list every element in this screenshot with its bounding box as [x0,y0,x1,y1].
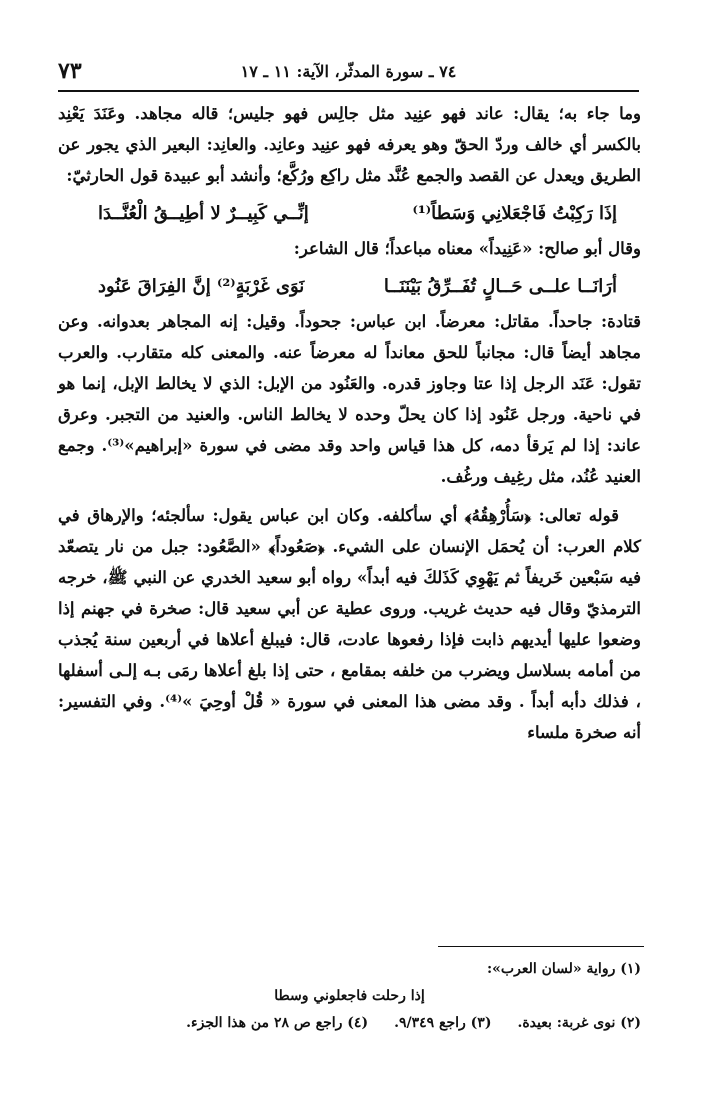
paragraph-1: وما جاء به؛ يقال: عاند فهو عنِيد مثل جالِس فهو جليس؛ قاله مجاهد. وعَنَدَ يَعْنِد بالكسر أي خالف وردّ الحقّ وهو يعرفه فهو عنِيد وعانِد. والعانِد: البعير الذي يجور عن الطريق ويعدل عن القصد والجمع عُنَّد مثل راكِع ورُكَّع؛ وأنشد أبو عبيدة قول الحارثيّ: [58,104,641,185]
paragraph-gap [58,492,641,500]
page-number: ٧٣ [58,58,82,84]
running-title: ٧٤ ـ سورة المدثّر، الآية: ١١ ـ ١٧ [240,62,457,81]
footnote-divider [438,946,644,947]
footnote-4: (٤) راجع ص ٢٨ من هذا الجزء. [186,1015,369,1031]
verse-1 [58,197,641,231]
verse-2-first-hemistich: أرَانَــا علــى حَــالٍ تُفَــرِّقُ بَيْنَنَــا [383,276,617,297]
body-text [58,98,641,748]
verse-1-first-hemistich: إذَا رَكِبْتُ فَاجْعَلانِي وَسَطاً⁽¹⁾ [412,203,617,224]
footnote-1-verse: إذا رحلت فاجعلوني وسطا [274,988,425,1004]
page-header [58,56,639,92]
paragraph-4: قوله تعالى: ﴿سَأُرْهِقُهُ﴾ أي سأكلفه. وكان ابن عباس يقول: سألجئه؛ والإرهاق في كلام العرب: أن يُحمَل الإنسان على الشيء. ﴿صَعُوداً﴾ «الصَّعُود: جبل من نار يتصعّد فيه سَبْعين خَريفاً ثم يَهْوِي كَذَلكَ فيه أبداً» رواه أبو سعيد الخدري عن النبي ﷺ، خرجه الترمذيّ وقال فيه حديث غريب. وروى عطية عن أبي سعيد قال: صخرة في جهنم إذا وضعوا عليها أيديهم ذابت فإذا رفعوها عادت، قال: فيبلغ أعلاها في أربعين سنة يُجذب من أمامه بسلاسل ويضرب من خلفه بمقامع ، حتى إذا بلغ أعلاها رمَى بـه إلـى أسفلها ، فذلك دأبه أبداً . وقد مضى هذا المعنى في سورة « قُلْ أوحِيَ »⁽⁴⁾. وفي التفسير: أنه صخرة ملساء [58,506,641,742]
footnote-row [58,1010,641,1037]
verse-2 [58,270,641,304]
footnotes [58,956,641,1037]
verse-2-second-hemistich: نَوَى غَرْبَةٍ⁽²⁾ إنَّ الفِرَاقَ عَنُود [98,276,305,297]
footnote-2: (٢) نوى غربة: بعيدة. [517,1015,641,1031]
paragraph-3: قتادة: جاحداً. مقاتل: معرضاً. ابن عباس: جحوداً. وقيل: إنه المجاهر بعدوانه. وعن مجاهد أيضاً قال: مجانباً للحق معانداً له معرضاً عنه. والمعنى كله متقارب. والعرب تقول: عَنَد الرجل إذا عتا وجاوز قدره. والعَنُود من الإبل: الذي لا يخالط الإبل، إنما هو في ناحية. ورجل عَنُود إذا كان يحلّ وحده لا يخالط الناس. والعنيد من التجبر. وعرق عاند: إذا لم يَرقأ دمه، كل هذا قياس واحد وقد مضى في سورة «إبراهيم»⁽³⁾. وجمع العنيد عُنُد، مثل رغِيف ورغُف. [58,312,641,486]
paragraph-2: وقال أبو صالح: «عَنِيداً» معناه مباعداً؛ قال الشاعر: [293,239,641,258]
verse-1-second-hemistich: إنِّــي كَبِيــرٌ لا أطِيــقُ الْعُنَّــدَا [98,203,309,224]
footnote-3: (٣) راجع ٩/٣٤٩. [394,1015,492,1031]
footnote-1: (١) رواية «لسان العرب»: [487,961,641,977]
